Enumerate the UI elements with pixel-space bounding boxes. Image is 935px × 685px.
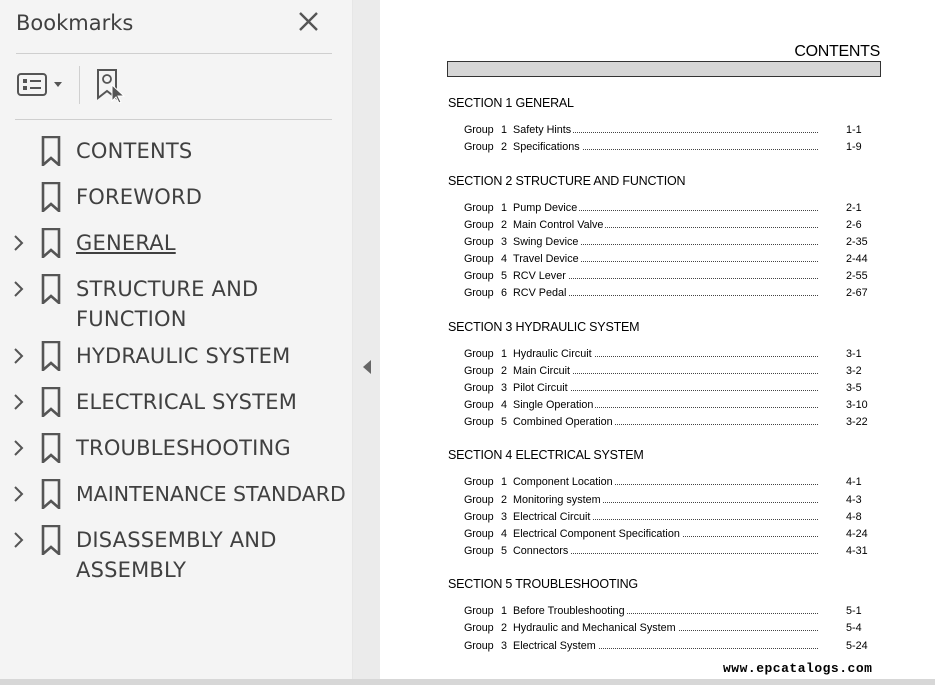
bookmark-label: STRUCTURE AND FUNCTION <box>76 277 259 331</box>
section-heading: SECTION 1 GENERAL <box>448 96 574 110</box>
document-title: CONTENTS <box>794 43 880 60</box>
toc-entry[interactable]: Group 5 Combined Operation 3-22 <box>464 416 868 428</box>
close-icon[interactable] <box>298 9 320 35</box>
bookmarks-title: Bookmarks <box>16 11 134 35</box>
toc-entry[interactable]: Group 1 Component Location 4-1 <box>464 476 862 488</box>
bookmark-disassembly-and-assembly[interactable] <box>0 524 352 586</box>
bookmark-electrical-system[interactable] <box>0 386 352 418</box>
toc-entry[interactable]: Group 2 Hydraulic and Mechanical System 5-4 <box>464 622 862 634</box>
toc-entry[interactable]: Group 1 Before Troubleshooting 5-1 <box>464 605 862 617</box>
bookmark-icon <box>41 274 61 304</box>
bookmark-general[interactable] <box>0 227 352 259</box>
bookmark-icon <box>41 387 61 417</box>
bottom-scroll-strip <box>0 679 935 685</box>
bookmark-hydraulic-system[interactable] <box>0 340 352 372</box>
bookmark-maintenance-standard[interactable] <box>0 478 352 510</box>
bookmark-label: FOREWORD <box>76 185 203 209</box>
bookmark-foreword[interactable] <box>0 181 352 213</box>
bookmarks-panel <box>0 0 352 679</box>
bookmarks-header <box>16 9 332 54</box>
bookmark-label: MAINTENANCE STANDARD <box>76 482 346 506</box>
bookmarks-toolbar <box>15 54 332 120</box>
bookmark-icon <box>41 525 61 555</box>
bookmark-troubleshooting[interactable] <box>0 432 352 464</box>
section-heading: SECTION 3 HYDRAULIC SYSTEM <box>448 320 640 334</box>
options-menu-button[interactable] <box>17 72 67 98</box>
watermark-text: www.epcatalogs.com <box>723 661 873 676</box>
bookmark-label: HYDRAULIC SYSTEM <box>76 344 291 368</box>
toc-entry[interactable]: Group 5 RCV Lever 2-55 <box>464 270 868 282</box>
toc-entry[interactable]: Group 5 Connectors 4-31 <box>464 545 868 557</box>
bookmark-label: DISASSEMBLY AND ASSEMBLY <box>76 528 277 582</box>
chevron-right-icon[interactable] <box>12 393 26 411</box>
toc-entry[interactable]: Group 3 Electrical System 5-24 <box>464 640 868 652</box>
new-bookmark-icon <box>95 68 129 104</box>
toc-entry[interactable]: Group 2 Monitoring system 4-3 <box>464 494 862 506</box>
bookmark-label: TROUBLESHOOTING <box>76 436 291 460</box>
chevron-right-icon[interactable] <box>12 531 26 549</box>
bookmark-icon <box>41 341 61 371</box>
collapse-left-icon[interactable] <box>361 359 373 375</box>
section-heading: SECTION 2 STRUCTURE AND FUNCTION <box>448 174 686 188</box>
toc-entry[interactable]: Group 4 Single Operation 3-10 <box>464 399 868 411</box>
toc-entry[interactable]: Group 4 Electrical Component Specification 4-24 <box>464 528 868 540</box>
bookmark-structure-and-function[interactable] <box>0 273 352 335</box>
toc-entry[interactable]: Group 1 Safety Hints 1-1 <box>464 124 862 136</box>
toc-entry[interactable]: Group 2 Main Circuit 3-2 <box>464 365 862 377</box>
chevron-right-icon[interactable] <box>12 234 26 252</box>
toc-entry[interactable]: Group 2 Main Control Valve 2-6 <box>464 219 862 231</box>
toc-entry[interactable]: Group 2 Specifications 1-9 <box>464 141 862 153</box>
document-page <box>380 0 935 679</box>
bookmark-contents[interactable] <box>0 135 352 167</box>
bookmark-label: GENERAL <box>76 231 176 255</box>
title-rule-bar <box>447 61 881 77</box>
section-heading: SECTION 5 TROUBLESHOOTING <box>448 577 638 591</box>
toolbar-divider <box>79 66 80 104</box>
toc-entry[interactable]: Group 1 Pump Device 2-1 <box>464 202 862 214</box>
bookmark-label: ELECTRICAL SYSTEM <box>76 390 298 414</box>
toc-entry[interactable]: Group 1 Hydraulic Circuit 3-1 <box>464 348 862 360</box>
bookmark-icon <box>41 479 61 509</box>
new-bookmark-button[interactable] <box>95 68 129 104</box>
toc-entry[interactable]: Group 3 Pilot Circuit 3-5 <box>464 382 862 394</box>
panel-collapse-handle[interactable] <box>353 0 380 679</box>
bookmark-label: CONTENTS <box>76 139 193 163</box>
bookmark-icon <box>41 433 61 463</box>
toc-entry[interactable]: Group 3 Swing Device 2-35 <box>464 236 868 248</box>
bookmark-icon <box>41 228 61 258</box>
chevron-right-icon[interactable] <box>12 280 26 298</box>
chevron-right-icon[interactable] <box>12 347 26 365</box>
chevron-right-icon[interactable] <box>12 439 26 457</box>
toc-entry[interactable]: Group 4 Travel Device 2-44 <box>464 253 868 265</box>
bookmark-icon <box>41 136 61 166</box>
bookmark-icon <box>41 182 61 212</box>
toc-entry[interactable]: Group 6 RCV Pedal 2-67 <box>464 287 868 299</box>
toc-entry[interactable]: Group 3 Electrical Circuit 4-8 <box>464 511 862 523</box>
list-options-icon <box>17 72 67 98</box>
chevron-right-icon[interactable] <box>12 485 26 503</box>
section-heading: SECTION 4 ELECTRICAL SYSTEM <box>448 448 644 462</box>
